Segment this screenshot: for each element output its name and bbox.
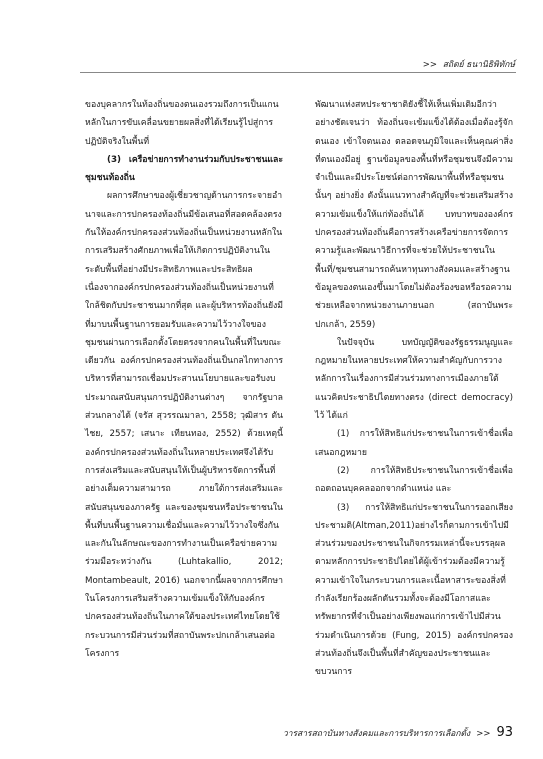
- left-column: [85, 96, 283, 663]
- header-author: สถิตย์ ธนานิธิพิทักษ์: [442, 60, 515, 70]
- page-number: 93: [496, 725, 513, 740]
- right-para-direct-democracy: ในปัจจุบัน บทบัญญัติของรัฐธรรมนูญและกฎหมายในหลายประเทศให้ความสำคัญกับการวางหลักการในเรื่องการมีส่วนร่วมทางการเมืองภายใต้แนวคิดประชาธิปไตยทางตรง (direct democracy) ไว้ ได้แก่: [315, 337, 513, 422]
- right-para-continuation: พัฒนาแห่งสหประชาชาติยังชี้ให้เห็นเพิ่มเติมอีกว่าอย่างชัดเจนว่า ท้องถิ่นจะเข้มแข็งได้ต้องเมื่อต้องรู้จักตนเอง เข้าใจตนเอง ตลอดจนภูมิใจและเห็นคุณค่าสิ่งที่ตนเองมีอยู่ ฐานข้อมูลของพื้นที่หรือชุมชนจึงมีความจำเป็นและมีประโยชน์ต่อการพัฒนาพื้นที่หรือชุมชนนั้นๆ อย่างยิ่ง ดังนั้นแนวทางสำคัญที่จะช่วยเสริมสร้างความเข้มแข็งให้แก่ท้องถิ่นได้ บทบาทขององค์กรปกครองส่วนท้องถิ่นคือการสร้างเครือข่ายการจัดการความรู้และพัฒนาวิธีการที่จะช่วยให้ประชาชนในพื้นที่/ชุมชนสามารถค้นหาทุนทางสังคมและสร้างฐานข้อมูลของตนเองขึ้นมาโดยไม่ต้องร้องขอหรือรอความช่วยเหลือจากหน่วยงานภายนอก (สถาบันพระปกเกล้า, 2559): [315, 100, 513, 330]
- running-header: [423, 57, 515, 71]
- footer-journal-title: วารสารสถาบันทางสังคมและการบริหารการเลือกตั้ง: [282, 729, 471, 739]
- list-item-2: (2) การให้สิทธิประชาชนในการเข้าชื่อเพื่อถอดถอนบุคคลออกจากตำแหน่ง และ: [315, 465, 513, 495]
- left-para-main: ผลการศึกษาของผู้เชี่ยวชาญด้านการกระจายอำนาจและการปกครองท้องถิ่นมีข้อเสนอที่สอดคล้องตรงกันให้องค์กรปกครองส่วนท้องถิ่นเป็นหน่วยงานหลักในการเสริมสร้างศักยภาพเพื่อให้เกิดการปฏิบัติงานในระดับพื้นที่อย่างมีประสิทธิภาพและประสิทธิผล เนื่องจากองค์กรปกครองส่วนท้องถิ่นเป็นหน่วยงานที่ใกล้ชิดกับประชาชนมากที่สุด และผู้บริหารท้องถิ่นยังมีที่มาบนพื้นฐานการยอมรับและความไว้วางใจของชุมชนผ่านการเลือกตั้งโดยตรงจากคนในพื้นที่ในขณะเดียวกัน องค์กรปกครองส่วนท้องถิ่นเป็นกลไกทางการบริหารที่สามารถเชื่อมประสานนโยบายและขอรับงบประมาณสนับสนุนการปฏิบัติงานต่างๆ จากรัฐบาลส่วนกลางได้ (จรัส สุวรรณมาลา, 2558; วุฒิสาร ตันไชย, 2557; เสนาะ เทียนทอง, 2552) ด้วยเหตุนี้ องค์กรปกครองส่วนท้องถิ่นในหลายประเทศจึงได้รับการส่งเสริมและสนับสนุนให้เป็นผู้บริหารจัดการพื้นที่อย่างเต็มความสามารถ ภายใต้การส่งเสริมและสนับสนุนของภาครัฐ และของชุมชนหรือประชาชนในพื้นที่บนพื้นฐานความเชื่อมั่นและความไว้วางใจซึ่งกันและกันในลักษณะของการทำงานเป็นเครือข่ายความร่วมมือระหว่างกัน (Luhtakallio, 2012; Montambeault, 2016) นอกจากนี้ผลจากการศึกษาในโครงการเสริมสร้างความเข้มแข็งให้กับองค์กรปกครองส่วนท้องถิ่นในภาคใต้ของประเทศไทยโดยใช้กระบวนการมีส่วนร่วมที่สถาบันพระปกเกล้าเสนอต่อโครงการ: [85, 191, 283, 659]
- left-para-continuation: ของบุคลากรในท้องถิ่นของตนเองรวมถึงการเป็นแกนหลักในการขับเคลื่อนขยายผลสิ่งที่ได้เรียนรู้ไปสู่การปฏิบัติจริงในพื้นที่: [85, 100, 279, 147]
- header-rule: [80, 72, 516, 73]
- footer-chevrons: >>: [476, 729, 491, 739]
- header-chevrons: >>: [422, 60, 438, 70]
- list-item-1: (1) การให้สิทธิแก่ประชาชนในการเข้าชื่อเพื่อเสนอกฎหมาย: [315, 429, 513, 458]
- right-column: [315, 96, 513, 682]
- list-item-3: (3) การให้สิทธิแก่ประชาชนในการออกเสียงประชามติ(Altman,2011)อย่างไรก็ตามการเข้าไปมีส่วนร่วมของประชาชนในกิจกรรมเหล่านี้จะบรรลุผลตามหลักการประชาธิปไตยได้ผู้เข้าร่วมต้องมีความรู้ความเข้าใจในกระบวนการและเนื้อหาสาระของสิ่งที่กำลังเรียกร้องผลักดันรวมทั้งจะต้องมีโอกาสและทรัพยากรที่จำเป็นอย่างเพียงพอแก่การเข้าไปมีส่วนร่วมดำเนินการด้วย (Fung, 2015) องค์กรปกครองส่วนท้องถิ่นจึงเป็นพื้นที่สำคัญของประชาชนและขบวนการ: [315, 502, 513, 678]
- section-heading: (3) เครือข่ายการทำงานร่วมกับประชาชนและชุมชนท้องถิ่น: [85, 154, 283, 184]
- page-footer: [283, 725, 513, 740]
